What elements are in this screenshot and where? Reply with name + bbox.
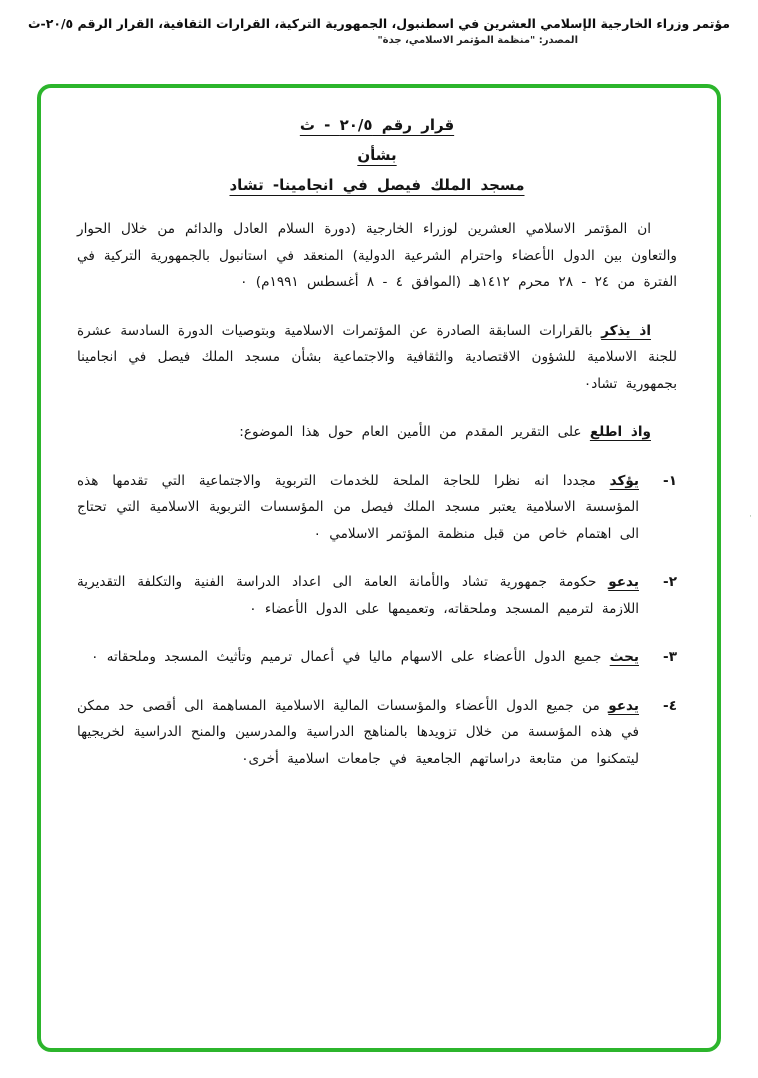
item-lead-word: يدعو bbox=[608, 697, 639, 714]
resolution-number-title: قرار رقم ٢٠/٥ - ث bbox=[299, 116, 455, 134]
list-item bbox=[77, 644, 677, 671]
item-lead-word: يدعو bbox=[608, 574, 639, 590]
recall-lead-word: اذ يذكر bbox=[601, 322, 651, 339]
preamble-paragraph bbox=[77, 216, 677, 296]
report-paragraph bbox=[77, 419, 677, 446]
item-number: ١- bbox=[663, 472, 677, 489]
item-body-text: من جميع الدول الأعضاء والمؤسسات المالية الاسلامية المساهمة الى أقصى حد ممكن في هذه المؤسسة من خلال تزويدها بالمناهج الدراسية والمدرسين والمنح الدراسية لخريجيها ليتمكنوا من متابعة دراساتهم الجامعية في جامعات اسلامية أخرى٠ bbox=[77, 697, 639, 767]
item-number: ٢- bbox=[663, 574, 677, 590]
recall-text: بالقرارات السابقة الصادرة عن المؤتمرات الاسلامية وبتوصيات الدورة السادسة عشرة للجنة الاسلامية للشؤون الاقتصادية والثقافية والاجتماعية بشأن مسجد الملك فيصل في انجامينا بجمهورية تشاد٠ bbox=[77, 322, 677, 392]
item-lead-word: يؤكد bbox=[609, 472, 639, 489]
report-lead-word: واذ اطلع bbox=[589, 424, 651, 440]
subject-title: مسجد الملك فيصل في انجامينا- تشاد bbox=[229, 176, 525, 194]
item-text bbox=[77, 569, 639, 622]
item-lead-word: يحث bbox=[609, 649, 639, 665]
source-value: "منظمة المؤتمر الاسلامي، جدة" bbox=[377, 35, 536, 46]
recall-paragraph bbox=[77, 318, 677, 398]
scanned-resolution-box bbox=[37, 84, 721, 1052]
scanner-artifact-mark: · bbox=[749, 512, 752, 522]
item-number: ٤- bbox=[663, 697, 677, 714]
list-item bbox=[77, 468, 677, 548]
item-text bbox=[77, 693, 639, 773]
item-body-text: مجددا انه نظرا للحاجة الملحة للخدمات التربوية والاجتماعية التي تقدمها هذه المؤسسة الاسلامية يعتبر مسجد الملك فيصل من المؤسسات التربوية الاسلامية التي تحتاج الى اهتمام خاص من قبل منظمة المؤتمر الاسلامي ٠ bbox=[77, 472, 639, 542]
list-item bbox=[77, 693, 677, 773]
item-text bbox=[77, 468, 639, 548]
header-title: مؤتمر وزراء الخارجية الإسلامي العشرين في اسطنبول، الجمهورية التركية، القرارات الثقافية، القرار الرقم ٢٠/٥-ث bbox=[27, 16, 731, 31]
item-number: ٣- bbox=[663, 649, 677, 665]
regarding-title: بشأن bbox=[357, 146, 397, 164]
item-body-text: حكومة جمهورية تشاد والأمانة العامة الى اعداد الدراسة الفنية والتكلفة التقديرية اللازمة لترميم المسجد وملحقاته، وتعميمها على الدول الأعضاء ٠ bbox=[77, 574, 639, 617]
resolution-title-block bbox=[77, 116, 677, 194]
resolution-items-list bbox=[77, 468, 677, 773]
item-body-text: جميع الدول الأعضاء على الاسهام ماليا في أعمال ترميم وتأثيث المسجد وملحقاته ٠ bbox=[91, 649, 610, 665]
preamble-text: ان المؤتمر الاسلامي العشرين لوزراء الخارجية (دورة السلام العادل والدائم من خلال الحوار والتعاون بين الدول الأعضاء واحترام الشرعية الدولية) المنعقد في استانبول بالجمهورية التركية في الفترة من ٢٤ - ٢٨ محرم ١٤١٢هـ (الموافق ٤ - ٨ أغسطس ١٩٩١م) ٠ bbox=[77, 221, 677, 290]
list-item bbox=[77, 569, 677, 622]
header-source bbox=[20, 35, 738, 46]
item-text bbox=[77, 644, 639, 671]
report-text: على التقرير المقدم من الأمين العام حول هذا الموضوع: bbox=[239, 424, 590, 440]
source-label: المصدر: bbox=[538, 35, 578, 46]
document-header bbox=[0, 0, 758, 46]
